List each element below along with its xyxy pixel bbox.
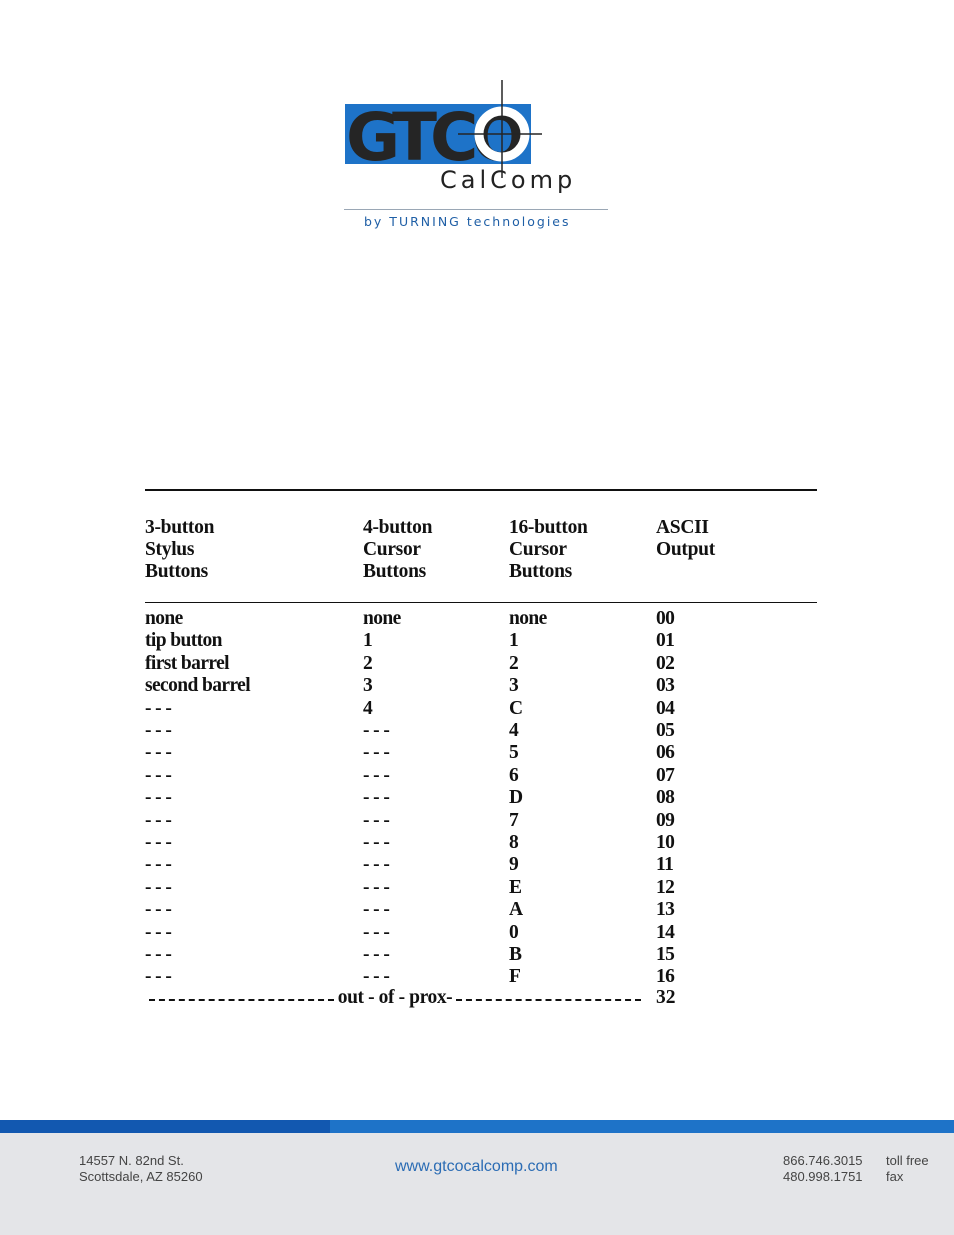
cell-ascii: 09 <box>656 809 675 831</box>
address-line-1: 14557 N. 82nd St. <box>79 1153 184 1168</box>
cell-stylus: - - - <box>145 921 172 943</box>
cell-cursor4: - - - <box>363 764 390 786</box>
table-row <box>0 854 954 876</box>
table-row <box>0 608 954 630</box>
cell-cursor4: 3 <box>363 675 373 697</box>
cell-stylus: - - - <box>145 720 172 741</box>
table-row <box>0 787 954 809</box>
cell-cursor16: 6 <box>509 764 519 786</box>
cell-ascii: 08 <box>656 787 675 809</box>
cell-stylus: first barrel <box>145 652 229 674</box>
cell-cursor16: C <box>509 697 523 719</box>
gtco-logo-mark <box>340 78 620 178</box>
cell-ascii: 03 <box>656 675 675 697</box>
table-row <box>0 720 954 742</box>
leader-dash-left <box>149 999 334 1001</box>
cell-stylus: - - - <box>145 899 172 921</box>
leader-dash-right <box>456 999 641 1001</box>
table-row <box>0 922 954 944</box>
cell-ascii: 07 <box>656 764 675 786</box>
logo-tagline: by TURNING technologies <box>364 214 571 229</box>
cell-ascii: 13 <box>656 899 675 921</box>
cell-stylus: tip button <box>145 630 222 652</box>
table-row <box>0 675 954 697</box>
out-of-prox-value: 32 <box>656 987 676 1008</box>
cell-stylus: - - - <box>145 944 172 965</box>
cell-cursor16: B <box>509 944 522 965</box>
cell-ascii: 15 <box>656 944 675 965</box>
cell-ascii: 02 <box>656 652 675 674</box>
phone-tollfree: 866.746.3015 <box>783 1153 863 1168</box>
table-row <box>0 765 954 787</box>
table-row <box>0 944 954 966</box>
table-row <box>0 630 954 652</box>
header-16-button-cursor: 16-button Cursor Buttons <box>509 517 588 582</box>
label-tollfree: toll free <box>886 1153 929 1168</box>
logo-main-text: GTCO <box>346 99 521 176</box>
cell-stylus: - - - <box>145 966 172 988</box>
address-line-2: Scottsdale, AZ 85260 <box>79 1169 203 1184</box>
table-top-rule <box>145 489 817 491</box>
cell-cursor16: 8 <box>509 832 519 853</box>
cell-ascii: 11 <box>656 854 674 876</box>
cell-cursor16: F <box>509 966 521 988</box>
footer-accent-bar-dark <box>0 1120 330 1133</box>
table-row <box>0 653 954 675</box>
cell-cursor4: - - - <box>363 832 390 853</box>
cell-stylus: - - - <box>145 809 172 831</box>
cell-cursor4: - - - <box>363 854 390 876</box>
cell-stylus: - - - <box>145 742 172 764</box>
logo-sub-text: CalComp <box>440 166 577 194</box>
cell-cursor16: none <box>509 608 547 629</box>
table-header-rule <box>145 602 817 603</box>
table-row <box>0 899 954 921</box>
cell-stylus: - - - <box>145 787 172 809</box>
label-fax: fax <box>886 1169 904 1184</box>
cell-ascii: 14 <box>656 921 675 943</box>
cell-ascii: 12 <box>656 876 675 898</box>
cell-cursor16: 5 <box>509 742 519 764</box>
out-of-prox-row <box>145 987 645 1009</box>
cell-cursor16: 9 <box>509 854 519 876</box>
cell-ascii: 16 <box>656 966 675 988</box>
cell-cursor16: 3 <box>509 675 519 697</box>
footer-address <box>79 1153 203 1185</box>
cell-ascii: 00 <box>656 608 675 629</box>
cell-cursor16: 1 <box>509 630 519 652</box>
table-row <box>0 832 954 854</box>
table-row <box>0 698 954 720</box>
company-logo <box>340 78 620 238</box>
cell-cursor4: - - - <box>363 742 390 764</box>
cell-ascii: 10 <box>656 832 675 853</box>
cell-stylus: - - - <box>145 764 172 786</box>
cell-cursor4: - - - <box>363 966 390 988</box>
cell-cursor4: - - - <box>363 809 390 831</box>
cell-stylus: second barrel <box>145 675 251 697</box>
table-row <box>0 742 954 764</box>
cell-cursor16: 0 <box>509 921 519 943</box>
cell-stylus: - - - <box>145 854 172 876</box>
cell-cursor4: - - - <box>363 787 390 809</box>
cell-cursor4: - - - <box>363 720 390 741</box>
cell-stylus: none <box>145 608 183 629</box>
cell-cursor16: 7 <box>509 809 519 831</box>
cell-cursor4: 2 <box>363 652 373 674</box>
cell-stylus: - - - <box>145 876 172 898</box>
cell-cursor4: - - - <box>363 876 390 898</box>
cell-cursor16: A <box>509 899 523 921</box>
cell-cursor16: 2 <box>509 652 519 674</box>
cell-ascii: 04 <box>656 697 675 719</box>
cell-cursor4: none <box>363 608 401 629</box>
logo-divider <box>344 209 608 210</box>
cell-cursor4: - - - <box>363 899 390 921</box>
out-of-prox-label: out - of - prox- <box>337 987 453 1008</box>
cell-cursor4: - - - <box>363 944 390 965</box>
table-row <box>0 810 954 832</box>
header-4-button-cursor: 4-button Cursor Buttons <box>363 517 433 582</box>
cell-ascii: 01 <box>656 630 675 652</box>
header-ascii-output: ASCII Output <box>656 517 715 560</box>
page-footer <box>0 1120 954 1235</box>
cell-cursor16: E <box>509 876 522 898</box>
cell-ascii: 06 <box>656 742 675 764</box>
cell-cursor4: 1 <box>363 630 373 652</box>
footer-phone-labels <box>886 1153 929 1185</box>
cell-cursor4: - - - <box>363 921 390 943</box>
cell-ascii: 05 <box>656 720 675 741</box>
cell-cursor16: D <box>509 787 523 809</box>
table-row <box>0 877 954 899</box>
footer-phone-numbers <box>783 1153 863 1185</box>
footer-website-link[interactable]: www.gtcocalcomp.com <box>395 1158 558 1175</box>
cell-stylus: - - - <box>145 697 172 719</box>
table-row <box>0 966 954 988</box>
cell-cursor4: 4 <box>363 697 373 719</box>
cell-stylus: - - - <box>145 832 172 853</box>
cell-cursor16: 4 <box>509 720 519 741</box>
header-stylus-buttons: 3-button Stylus Buttons <box>145 517 215 582</box>
phone-fax: 480.998.1751 <box>783 1169 863 1184</box>
